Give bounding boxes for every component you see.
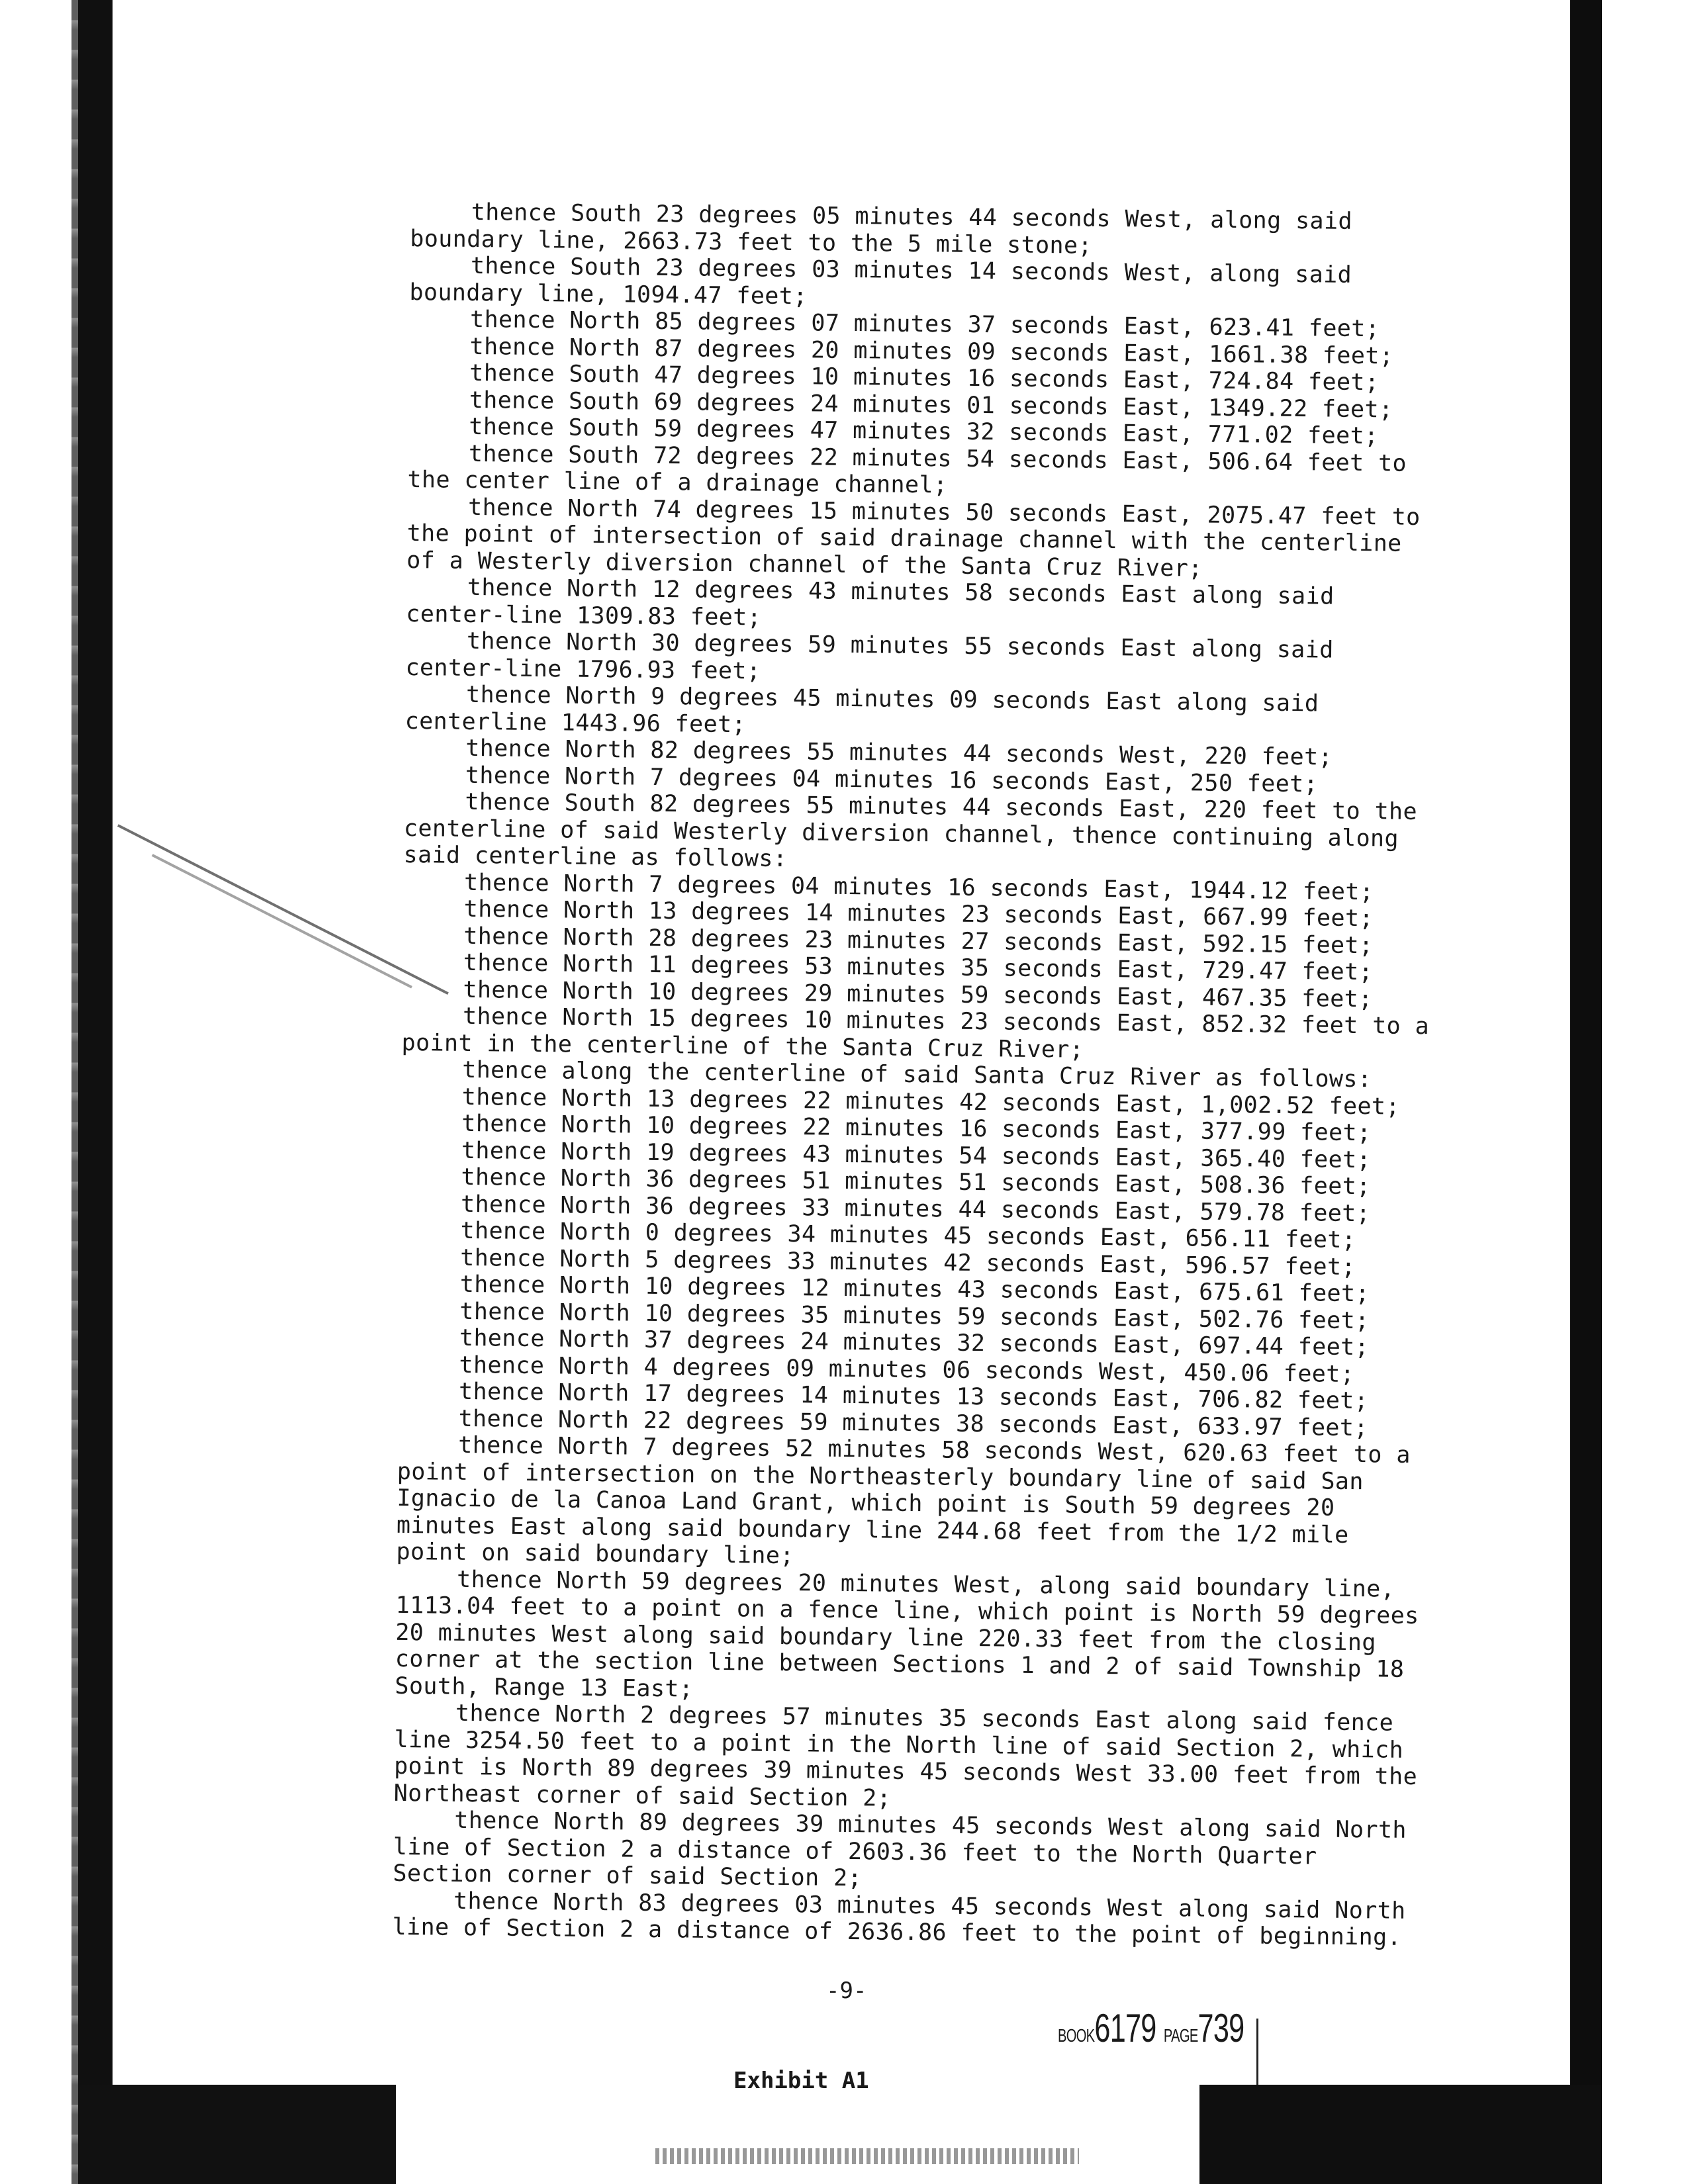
- course-paragraph: thence North 15 degrees 10 minutes 23 seconds East, 852.32 feet to a point in the centerline of the Santa Cruz River;: [401, 1003, 1444, 1064]
- course-paragraph: thence North 85 degrees 07 minutes 37 seconds East, 623.41 feet;: [469, 306, 1380, 343]
- course-paragraph: thence North 83 degrees 03 minutes 45 seconds West along said North line of Section 2 a distance of 2636.86 feet to the point of beginning.: [392, 1888, 1421, 1951]
- course-paragraph: thence North 22 degrees 59 minutes 38 seconds East, 633.97 feet;: [458, 1405, 1369, 1441]
- course-paragraph: thence North 5 degrees 33 minutes 42 seconds East, 596.57 feet;: [460, 1244, 1356, 1281]
- scan-right-border: [1570, 0, 1602, 2184]
- course-paragraph: thence North 82 degrees 55 minutes 44 seconds West, 220 feet;: [465, 735, 1333, 771]
- course-paragraph: thence South 23 degrees 03 minutes 14 seconds West, along said boundary line, 1094.47 feet;: [409, 252, 1366, 310]
- course-paragraph: thence North 87 degrees 20 minutes 09 seconds East, 1661.38 feet;: [469, 333, 1394, 370]
- course-paragraph: thence South 59 degrees 47 minutes 32 seconds East, 771.02 feet;: [469, 413, 1379, 450]
- course-paragraph: thence North 36 degrees 51 minutes 51 seconds East, 508.36 feet;: [461, 1163, 1371, 1201]
- course-paragraph: thence North 10 degrees 29 minutes 59 seconds East, 467.35 feet;: [463, 976, 1373, 1013]
- course-paragraph: thence North 89 degrees 39 minutes 45 seconds West along said North line of Section 2 a distance of 2603.36 feet to the North Quarter Section corner of said Section 2;: [393, 1807, 1421, 1892]
- course-paragraph: thence South 23 degrees 05 minutes 44 seconds West, along said boundary line, 2663.73 feet to the 5 mile stone;: [410, 199, 1367, 259]
- page-label: PAGE: [1163, 2025, 1198, 2046]
- course-paragraph: thence North 10 degrees 35 minutes 59 seconds East, 502.76 feet;: [459, 1298, 1370, 1334]
- recording-stamp: [1058, 2005, 1244, 2051]
- book-label: BOOK: [1058, 2025, 1095, 2046]
- page-number: -9-: [826, 1978, 867, 2004]
- course-paragraph: thence South 82 degrees 55 minutes 44 seconds East, 220 feet to the centerline of said Westerly diversion channel, thence continuing along said centerline as follows:: [403, 788, 1432, 873]
- course-paragraph: thence along the centerline of said Santa Cruz River as follows:: [462, 1056, 1372, 1093]
- course-paragraph: thence North 12 degrees 43 minutes 58 seconds East along said center-line 1309.83 feet;: [406, 574, 1349, 631]
- course-paragraph: thence North 17 degrees 14 minutes 13 seconds East, 706.82 feet;: [458, 1378, 1369, 1415]
- course-paragraph: thence North 10 degrees 12 minutes 43 seconds East, 675.61 feet;: [459, 1271, 1370, 1308]
- course-paragraph: thence North 30 degrees 59 minutes 55 seconds East along said center-line 1796.93 feet;: [405, 627, 1348, 685]
- course-paragraph: thence North 7 degrees 04 minutes 16 seconds East, 1944.12 feet;: [463, 869, 1374, 905]
- course-paragraph: thence South 72 degrees 22 minutes 54 seconds East, 506.64 feet to the center line of a drainage channel;: [407, 440, 1421, 499]
- course-paragraph: thence North 0 degrees 34 minutes 45 seconds East, 656.11 feet;: [460, 1217, 1356, 1254]
- course-paragraph: thence North 7 degrees 04 minutes 16 seconds East, 250 feet;: [465, 762, 1319, 797]
- book-number: 6179: [1094, 2006, 1156, 2050]
- course-paragraph: thence North 36 degrees 33 minutes 44 seconds East, 579.78 feet;: [460, 1191, 1371, 1227]
- course-paragraph: thence South 47 degrees 10 minutes 16 seconds East, 724.84 feet;: [469, 359, 1380, 396]
- scan-scratch-mark: [152, 854, 412, 988]
- course-paragraph: thence North 28 degrees 23 minutes 27 seconds East, 592.15 feet;: [463, 923, 1374, 959]
- course-paragraph: thence North 13 degrees 14 minutes 23 seconds East, 667.99 feet;: [463, 895, 1374, 933]
- scan-left-border: [78, 0, 113, 2184]
- scan-bottom-right-shadow: [1199, 2085, 1602, 2184]
- course-paragraph: thence North 19 degrees 43 minutes 54 seconds East, 365.40 feet;: [461, 1137, 1372, 1173]
- course-paragraph: thence North 37 degrees 24 minutes 32 seconds East, 697.44 feet;: [459, 1324, 1370, 1361]
- legal-description-body: [392, 199, 1442, 1952]
- course-paragraph: thence North 2 degrees 57 minutes 35 seconds East along said fence line 3254.50 feet to a point in the North line of said Section 2, which point is North 89 degrees 39 minutes 45 seconds West 33.00 feet from the Northeast corner of said Section 2;: [393, 1700, 1432, 1812]
- exhibit-label: Exhibit A1: [733, 2068, 869, 2094]
- scan-bottom-smudge: [655, 2148, 1079, 2164]
- course-paragraph: thence North 10 degrees 22 minutes 16 seconds East, 377.99 feet;: [461, 1110, 1372, 1147]
- course-paragraph: thence North 13 degrees 22 minutes 42 seconds East, 1,002.52 feet;: [461, 1083, 1401, 1120]
- scan-bottom-left-shadow: [78, 2085, 396, 2184]
- course-paragraph: thence North 9 degrees 45 minutes 09 seconds East along said centerline 1443.96 feet;: [404, 681, 1334, 738]
- course-paragraph: thence North 7 degrees 52 minutes 58 seconds West, 620.63 feet to a point of intersection on the Northeasterly boundary line of said San Ignacio de la Canoa Land Grant, which point is South 59 degrees 20 minutes East along said boundary line 244.68 feet from the 1/2 mile point on said boundary line;: [396, 1432, 1425, 1570]
- course-paragraph: thence North 11 degrees 53 minutes 35 seconds East, 729.47 feet;: [463, 949, 1374, 986]
- course-paragraph: thence South 69 degrees 24 minutes 01 seconds East, 1349.22 feet;: [469, 387, 1393, 424]
- page-ref: 739: [1197, 2006, 1244, 2050]
- course-paragraph: thence North 4 degrees 09 minutes 06 seconds West, 450.06 feet;: [459, 1351, 1355, 1388]
- scan-scratch-mark: [117, 824, 449, 995]
- course-paragraph: thence North 59 degrees 20 minutes West, along said boundary line, 1113.04 feet to a point on a fence line, which point is North 59 degrees 20 minutes West along said boundary line 220.33 feet from the closing corner at the section line between Sections 1 and 2 of said Township 18 South, Range 13 East;: [395, 1566, 1434, 1703]
- course-paragraph: thence North 74 degrees 15 minutes 50 seconds East, 2075.47 feet to the point of intersection of said drainage channel with the centerline of a Westerly diversion channel of the Santa Cruz River;: [406, 494, 1435, 582]
